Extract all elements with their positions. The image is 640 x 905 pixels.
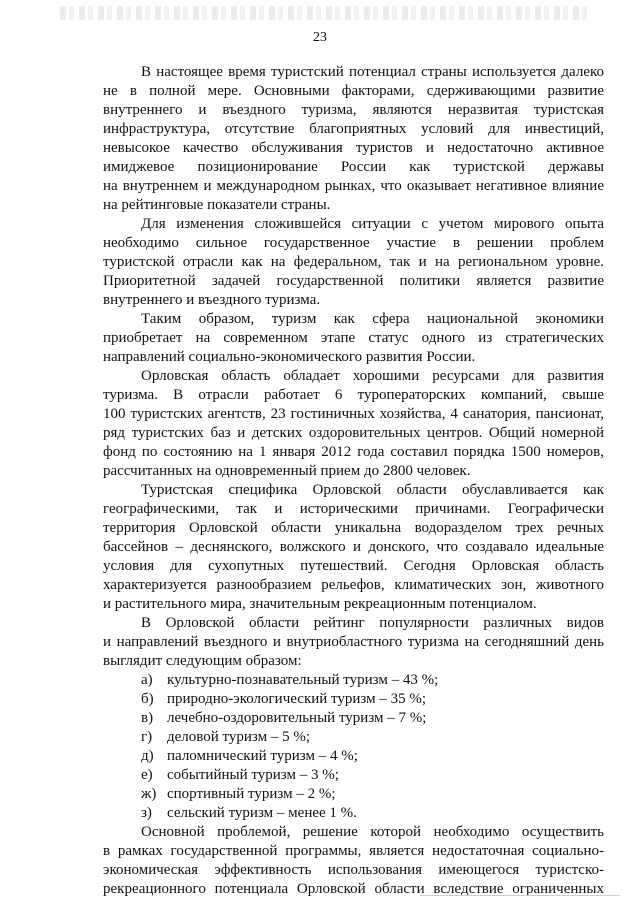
text-line: условия для сухопутных путешествий. Сегодня Орловская область bbox=[103, 558, 604, 574]
text-line: не в полной мере. Основными факторами, сдерживающими развитие bbox=[103, 83, 604, 99]
list-item bbox=[103, 766, 604, 785]
list-item bbox=[103, 671, 604, 690]
list-text: событийный туризм – 3 %; bbox=[167, 767, 339, 783]
list-marker: е) bbox=[141, 767, 153, 783]
list-text: лечебно-оздоровительный туризм – 7 %; bbox=[167, 710, 427, 726]
text-line: имиджевое позиционирование России как туристской державы bbox=[103, 159, 604, 175]
paragraph bbox=[103, 215, 604, 310]
text-line: необходимо сильное государственное участие в решении проблем bbox=[103, 235, 604, 251]
text-line: внутреннего и въездного туризма, являются неразвитая туристская bbox=[103, 102, 604, 118]
text-line: Орловская область обладает хорошими ресурсами для развития bbox=[141, 368, 604, 384]
document-body bbox=[103, 63, 604, 899]
list-text: культурно-познавательный туризм – 43 %; bbox=[167, 672, 439, 688]
list-item bbox=[103, 728, 604, 747]
tourism-rating-list bbox=[103, 671, 604, 823]
list-item bbox=[103, 709, 604, 728]
text-line: бассейнов – деснянского, волжского и донского, что создавало идеальные bbox=[103, 539, 604, 555]
text-line: Туристская специфика Орловской области обуславливается как bbox=[141, 482, 604, 498]
text-line: и направлений въездного и внутриобластного туризма на сегодняшний день bbox=[103, 634, 604, 650]
list-text: паломнический туризм – 4 %; bbox=[167, 748, 358, 764]
list-item bbox=[103, 804, 604, 823]
page-number: 23 bbox=[313, 30, 327, 45]
text-line: туризма. В отрасли работает 6 туроператорских компаний, свыше bbox=[103, 387, 604, 403]
text-line: рекреационного потенциала Орловской области вследствие ограниченных bbox=[103, 881, 604, 897]
text-line: Основной проблемой, решение которой необходимо осуществить bbox=[141, 824, 604, 840]
paragraph bbox=[103, 481, 604, 614]
scan-header-artifact bbox=[60, 6, 590, 20]
text-line: Таким образом, туризм как сфера национальной экономики bbox=[141, 311, 604, 327]
text-line: инфраструктура, отсутствие благоприятных условий для инвестиций, bbox=[103, 121, 604, 137]
text-line: В Орловской области рейтинг популярности различных видов bbox=[141, 615, 604, 631]
list-marker: з) bbox=[141, 805, 152, 821]
text-line: и растительного мира, значительным рекреационным потенциалом. bbox=[103, 596, 537, 612]
text-line: рассчитанных на одновременный прием до 2800 человек. bbox=[103, 463, 471, 479]
list-item bbox=[103, 785, 604, 804]
footer-rule bbox=[420, 895, 620, 896]
text-line: направлений социально-экономического развития России. bbox=[103, 349, 476, 365]
text-line: на рейтинговые показатели страны. bbox=[103, 197, 331, 213]
text-line: выглядит следующим образом: bbox=[103, 653, 302, 669]
text-line: географическими, так и историческими причинами. Географически bbox=[103, 501, 604, 517]
text-line: экономическая эффективность использования имеющегося туристско- bbox=[103, 862, 604, 878]
paragraphs bbox=[103, 63, 604, 671]
text-line: на внутреннем и международном рынках, что оказывает негативное влияние bbox=[103, 178, 604, 194]
text-line: туристской отрасли как на федеральном, так и на региональном уровне. bbox=[103, 254, 604, 270]
paragraph bbox=[103, 63, 604, 215]
list-item bbox=[103, 690, 604, 709]
text-line: В настоящее время туристский потенциал страны используется далеко bbox=[141, 64, 604, 80]
paragraph bbox=[103, 367, 604, 481]
list-marker: а) bbox=[141, 672, 153, 688]
list-text: спортивный туризм – 2 %; bbox=[167, 786, 336, 802]
text-line: 100 туристских агентств, 23 гостиничных хозяйства, 4 санатория, пансионат, bbox=[103, 406, 604, 422]
list-marker: в) bbox=[141, 710, 154, 726]
text-line: внутреннего и въездного туризма. bbox=[103, 292, 321, 308]
text-line: Приоритетной задачей государственной политики является развитие bbox=[103, 273, 604, 289]
list-text: сельский туризм – менее 1 %. bbox=[167, 805, 357, 821]
text-line: в рамках государственной программы, является недостаточная социально- bbox=[103, 843, 604, 859]
list-text: природно-экологический туризм – 35 %; bbox=[167, 691, 427, 707]
list-item bbox=[103, 747, 604, 766]
paragraph bbox=[103, 614, 604, 671]
text-line: фонд по состоянию на 1 января 2012 года составил порядка 1500 номеров, bbox=[103, 444, 604, 460]
list-marker: б) bbox=[141, 691, 154, 707]
closing-paragraph-wrap bbox=[103, 823, 604, 899]
closing-paragraph bbox=[103, 823, 604, 899]
paragraph bbox=[103, 310, 604, 367]
text-line: приобретает на современном этапе статус одного из стратегических bbox=[103, 330, 604, 346]
text-line: ряд туристских баз и детских оздоровительных центров. Общий номерной bbox=[103, 425, 604, 441]
text-line: Для изменения сложившейся ситуации с учетом мирового опыта bbox=[141, 216, 604, 232]
text-line: территория Орловской области уникальна водоразделом трех речных bbox=[103, 520, 604, 536]
list-marker: ж) bbox=[141, 786, 157, 802]
list-marker: д) bbox=[141, 748, 154, 764]
text-line: характеризуется разнообразием рельефов, климатических зон, животного bbox=[103, 577, 604, 593]
text-line: невысокое качество обслуживания туристов и недостаточно активное bbox=[103, 140, 604, 156]
list-text: деловой туризм – 5 %; bbox=[167, 729, 311, 745]
list-marker: г) bbox=[141, 729, 153, 745]
